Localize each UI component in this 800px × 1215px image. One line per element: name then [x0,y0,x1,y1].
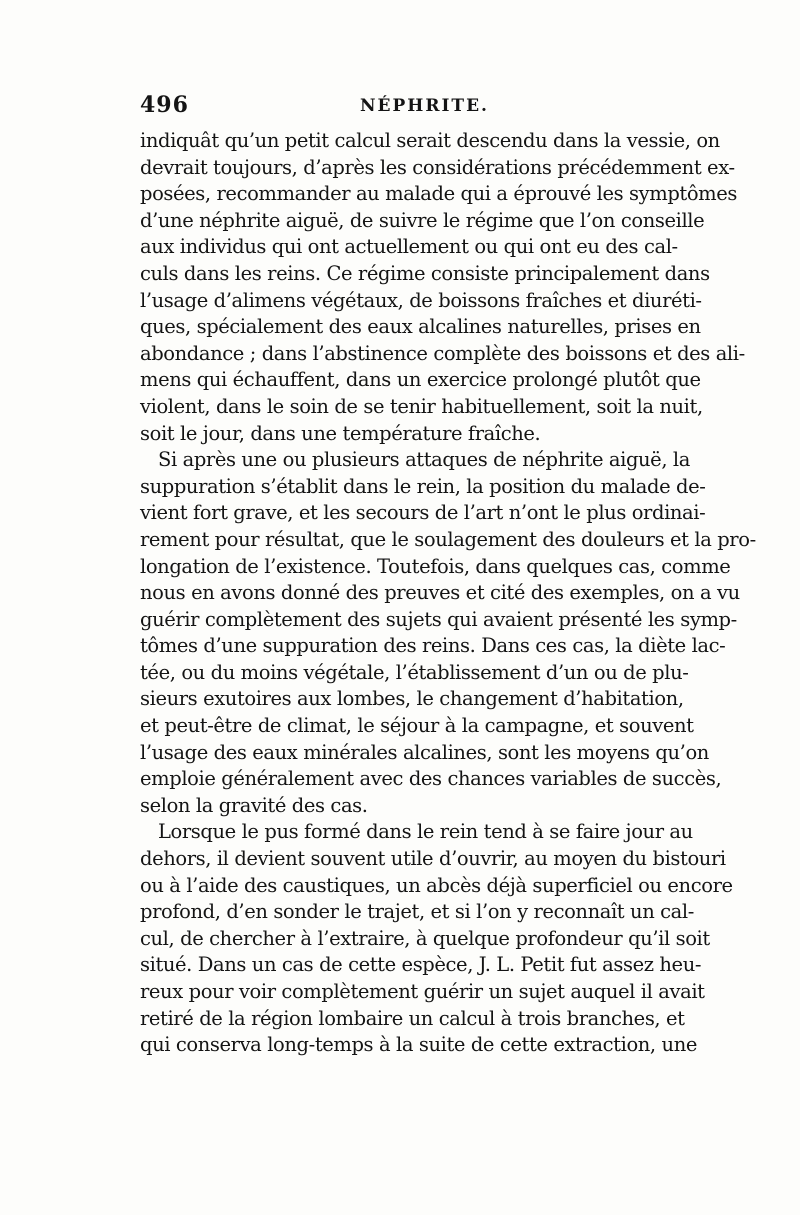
text-line: culs dans les reins. Ce régime consiste principalement dans [140,261,710,285]
text-line: tée, ou du moins végétale, l’établissement d’un ou de plu- [140,660,689,684]
text-line: qui conserva long-temps à la suite de cette extraction, une [140,1033,697,1057]
text-line: mens qui échauffent, dans un exercice prolongé plutôt que [140,368,701,392]
text-line: l’usage d’alimens végétaux, de boissons fraîches et diuréti- [140,288,702,312]
text-line: aux individus qui ont actuellement ou qui ont eu des cal- [140,235,678,259]
text-line: rement pour résultat, que le soulagement des douleurs et la pro- [140,527,756,551]
text-line: suppuration s’établit dans le rein, la position du malade de- [140,474,706,498]
text-line: abondance ; dans l’abstinence complète des boissons et des ali- [140,341,745,365]
text-line: violent, dans le soin de se tenir habituellement, soit la nuit, [140,394,703,418]
text-line: posées, recommander au malade qui a éprouvé les symptômes [140,182,738,206]
text-line: cul, de chercher à l’extraire, à quelque profondeur qu’il soit [140,926,710,950]
text-line: d’une néphrite aiguë, de suivre le régime que l’on conseille [140,208,705,232]
text-line: situé. Dans un cas de cette espèce, J. L. Petit fut assez heu- [140,953,702,977]
running-title: NÉPHRITE. [360,96,489,116]
text-line: nous en avons donné des preuves et cité des exemples, on a vu [140,581,740,605]
text-line: tômes d’une suppuration des reins. Dans ces cas, la diète lac- [140,634,726,658]
paragraph-start-line: Si après une ou plusieurs attaques de néphrite aiguë, la [158,448,690,472]
body-text [140,128,756,1059]
text-line: et peut-être de climat, le séjour à la campagne, et souvent [140,714,694,738]
text-line: reux pour voir complètement guérir un sujet auquel il avait [140,980,705,1003]
text-line: ques, spécialement des eaux alcalines naturelles, prises en [140,315,701,339]
paragraph-start-line: Lorsque le pus formé dans le rein tend à se faire jour au [158,820,693,844]
text-line: vient fort grave, et les secours de l’art n’ont le plus ordinai- [140,501,706,525]
running-head [140,92,660,122]
page-number: 496 [140,92,189,118]
text-line: devrait toujours, d’après les considérations précédemment ex- [140,155,735,179]
text-line: dehors, il devient souvent utile d’ouvrir, au moyen du bistouri [140,847,726,871]
paragraph-end-line: soit le jour, dans une température fraîche. [140,421,541,445]
text-line: profond, d’en sonder le trajet, et si l’on y reconnaît un cal- [140,900,694,924]
text-line: longation de l’existence. Toutefois, dans quelques cas, comme [140,554,731,578]
text-line: guérir complètement des sujets qui avaient présenté les symp- [140,607,737,631]
text-line: ou à l’aide des caustiques, un abcès déjà superficiel ou encore [140,873,733,897]
text-line: retiré de la région lombaire un calcul à trois branches, et [140,1006,685,1030]
text-line: l’usage des eaux minérales alcalines, sont les moyens qu’on [140,740,709,764]
text-line: indiquât qu’un petit calcul serait descendu dans la vessie, on [140,129,720,152]
text-line: emploie généralement avec des chances variables de succès, [140,767,722,791]
text-line: sieurs exutoires aux lombes, le changement d’habitation, [140,687,684,711]
paragraph-end-line: selon la gravité des cas. [140,793,368,817]
